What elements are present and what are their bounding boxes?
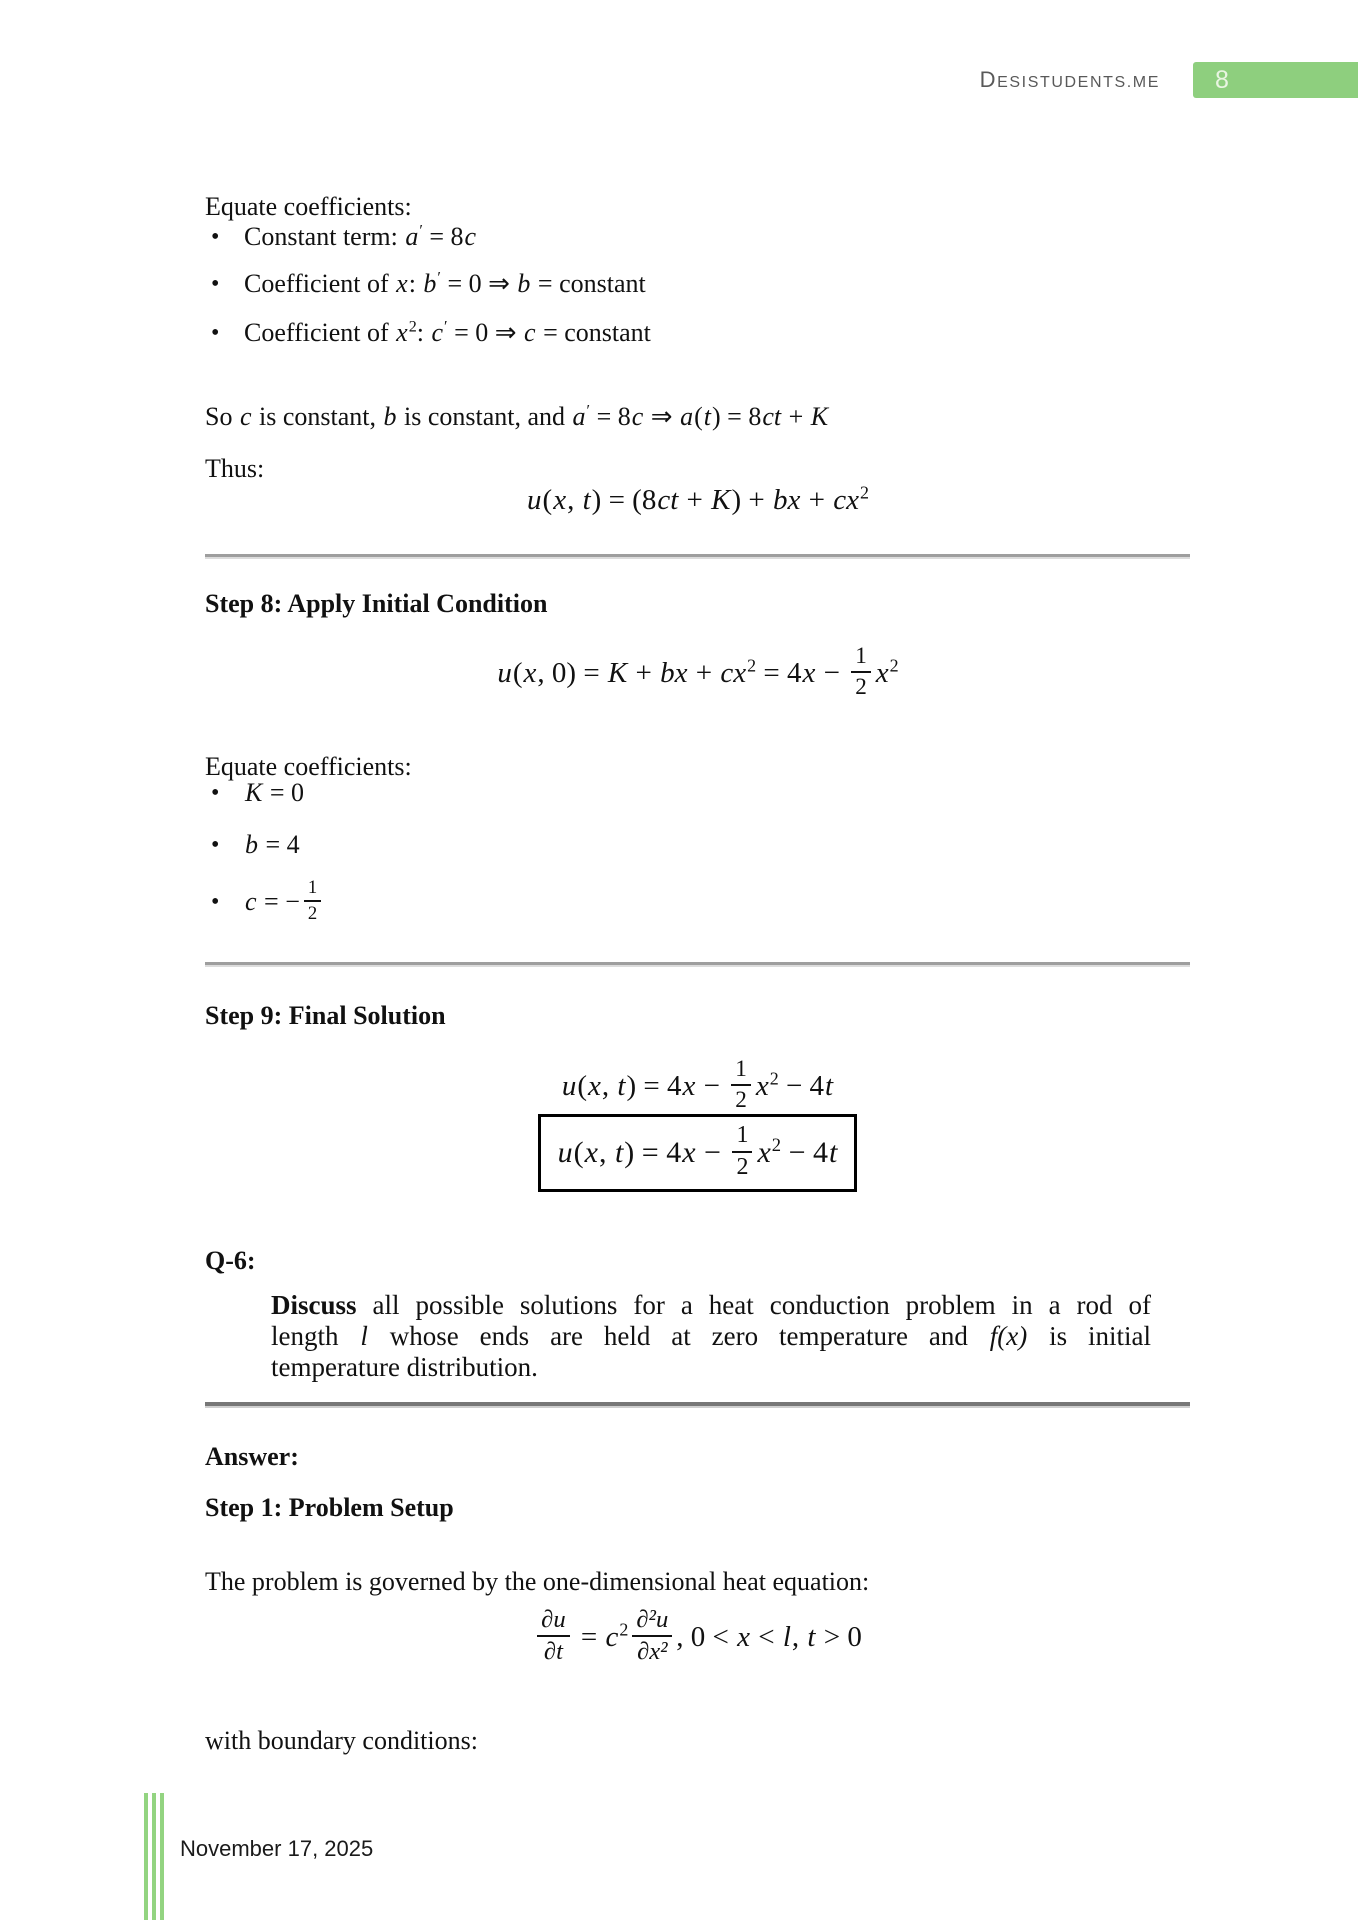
- equation-heat: $\frac{\partial u}{\partial t}$ = $c^2$ $\frac{\text{∂²u}}{\text{∂x²}}$ , 0 < x < l, t > 0: [205, 1596, 1190, 1678]
- bullet-icon: •: [211, 271, 220, 297]
- list-item: [205, 878, 1190, 927]
- question-text-line: length l whose ends are held at zero temperature and f(x) is initial: [271, 1321, 1151, 1351]
- footer-accent-bars: [144, 1793, 164, 1920]
- bullet-icon: •: [211, 780, 220, 806]
- step9-heading: Step 9: Final Solution: [205, 1001, 446, 1030]
- equate-coefficients-label: Equate coefficients:: [205, 752, 412, 781]
- thus-label: Thus:: [205, 454, 265, 483]
- accent-bar-icon: [144, 1793, 148, 1920]
- bullet-icon: •: [211, 832, 220, 858]
- footer-date: November 17, 2025: [180, 1836, 374, 1861]
- accent-bar-icon: [152, 1793, 156, 1920]
- equation-final-solution: u(x, t) = 4x − $\frac{1}{2}$ $x^2 - 4t$: [561, 1056, 834, 1114]
- question-heading: Q-6:: [205, 1246, 256, 1275]
- site-brand: DESISTUDENTS.ME: [979, 67, 1160, 92]
- list-item-text: Coefficient of $x^2$: c′ = 0 ⇒ c = constant: [244, 318, 651, 347]
- equation-general-solution: u(x, t) = (8ct + K) + bx + $cx^2$: [527, 482, 869, 516]
- conclusion-line: So c is constant, b is constant, and a′ = 8c ⇒ a(t) = 8ct + K: [205, 402, 829, 431]
- bullet-icon: •: [211, 320, 220, 346]
- page-number: 8: [1215, 65, 1229, 94]
- section-divider: [205, 554, 1190, 557]
- accent-bar-icon: [160, 1793, 164, 1920]
- list-item-text: b = 4: [245, 830, 300, 859]
- list-item: [205, 778, 1190, 808]
- list-item-text: Coefficient of x: b′ = 0 ⇒ b = constant: [244, 269, 646, 298]
- boxed-final-solution: u(x, t) = 4x − $\frac{1}{2}$ $x^2 - 4t$: [538, 1114, 858, 1192]
- document-body: [205, 0, 1190, 1920]
- list-item-text: K = 0: [245, 778, 305, 807]
- step1-heading: Step 1: Problem Setup: [205, 1493, 454, 1522]
- answer-heading: Answer:: [205, 1442, 299, 1471]
- boundary-paragraph: with boundary conditions:: [205, 1726, 478, 1755]
- question-text-line: Discuss all possible solutions for a heat conduction problem in a rod of: [271, 1290, 1151, 1320]
- section-divider: [205, 962, 1190, 965]
- list-item: [205, 269, 1190, 299]
- equate-coefficients-label: Equate coefficients:: [205, 192, 412, 221]
- list-item-text: Constant term: a′ = 8c: [244, 222, 477, 251]
- list-item-text: c = − $\frac{1}{2}$: [244, 878, 325, 927]
- bullet-icon: •: [211, 224, 220, 250]
- setup-paragraph: The problem is governed by the one-dimensional heat equation:: [205, 1567, 870, 1596]
- equation-initial-condition: u(x, 0) = K + bx + $cx^2 = 4x$ − $\frac{1}{2}$ $x^2$: [497, 643, 899, 701]
- page-number-badge: [1193, 62, 1358, 98]
- question-text: [271, 1290, 1151, 1383]
- list-item: [205, 318, 1190, 348]
- bullet-icon: •: [211, 889, 220, 915]
- list-item: [205, 222, 1190, 252]
- step8-heading: Step 8: Apply Initial Condition: [205, 589, 548, 618]
- question-text-line: temperature distribution.: [271, 1352, 538, 1382]
- section-divider-dark: [205, 1402, 1190, 1406]
- boxed-equation-wrapper: [205, 1114, 1190, 1192]
- list-item: [205, 830, 1190, 860]
